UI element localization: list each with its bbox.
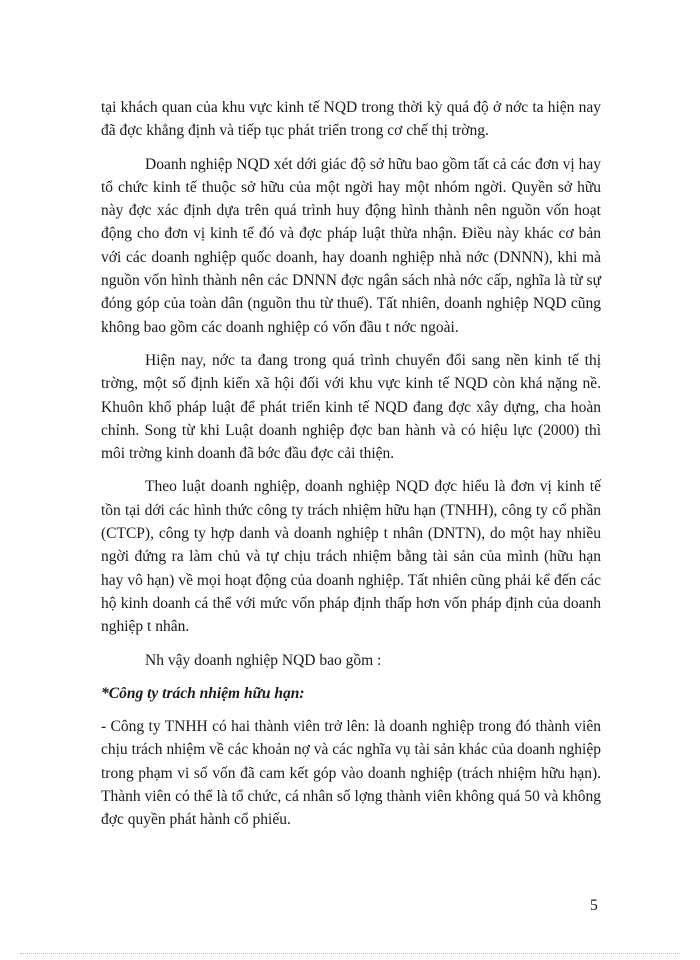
body-text [101,96,601,842]
paragraph-summary-intro: Nh vậy doanh nghiệp NQD bao gồm : [145,651,382,669]
section-heading: *Công ty trách nhiệm hữu hạn: [101,684,305,702]
paragraph-llc-definition: - Công ty TNHH có hai thành viên trở lên: là doanh nghiệp trong đó thành viên chịu trách nhiệm về các khoản nợ và các nghĩa vụ tài sản khác của doanh nghiệp trong phạm vi số vốn đã cam kết góp vào doanh nghiệp (trách nhiệm hữu hạn). Thành viên có thể là tổ chức, cá nhân số lợng thành viên không quá 50 và không đợc quyền phát hành cổ phiếu. [101,718,601,829]
page-number: 5 [590,897,598,914]
paragraph-enterprise-law: Theo luật doanh nghiệp, doanh nghiệp NQD đợc hiểu là đơn vị kinh tế tồn tại dới các hình thức công ty trách nhiệm hữu hạn (TNHH), công ty cổ phần (CTCP), công ty hợp danh và doanh nghiệp t nhân (DNTN), do một hay nhiều ngời đứng ra làm chủ và tự chịu trách nhiệm bằng tài sản của mình (hữu hạn hay vô hạn) về mọi hoạt động của doanh nghiệp. Tất nhiên cũng phải kể đến các hộ kinh doanh cá thể với mức vốn pháp định thấp hơn vốn pháp định của doanh nghiệp t nhân. [101,478,601,636]
paragraph-ownership: Doanh nghiệp NQD xét dới giác độ sở hữu bao gồm tất cả các đơn vị hay tổ chức kinh tế thuộc sở hữu của một ngời hay một nhóm ngời. Quyền sở hữu này đợc xác định dựa trên quá trình huy động hình thành nên nguồn vốn hoạt động cho đơn vị kinh tế đó và đợc pháp luật thừa nhận. Điều này khác cơ bản với các doanh nghiệp quốc doanh, hay doanh nghiệp nhà nớc (DNNN), khi mà nguồn vốn hình thành nên các DNNN đợc ngân sách nhà nớc cấp, nghĩa là từ sự đóng góp của toàn dân (nguồn thu từ thuế). Tất nhiên, doanh nghiệp NQD cũng không bao gồm các doanh nghiệp có vốn đầu t nớc ngoài. [101,155,601,336]
paragraph-current-situation: Hiện nay, nớc ta đang trong quá trình chuyển đổi sang nền kinh tế thị trờng, một số định kiến xã hội đối với khu vực kinh tế NQD còn khá nặng nề. Khuôn khổ pháp luật để phát triển kinh tế NQD đang đợc xây dựng, cha hoàn chỉnh. Song từ khi Luật doanh nghiệp đợc ban hành và có hiệu lực (2000) thì môi trờng kinh doanh đã bớc đầu đợc cải thiện. [101,351,601,463]
page-bottom-divider [20,953,680,954]
paragraph-continuation: tại khách quan của khu vực kinh tế NQD trong thời kỳ quá độ ở nớc ta hiện nay đã đợc khẳng định và tiếp tục phát triển trong cơ chế thị trờng. [101,99,601,140]
